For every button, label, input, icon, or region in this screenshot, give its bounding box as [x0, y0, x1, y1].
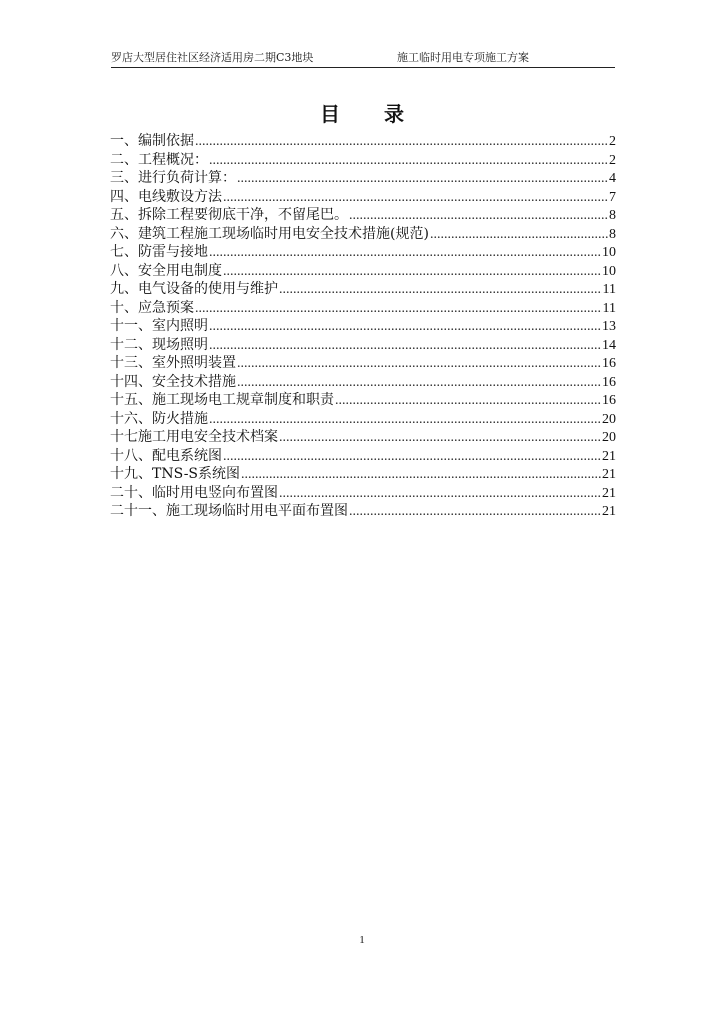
toc-dot-leader [335, 392, 601, 411]
toc-entry[interactable] [110, 243, 616, 262]
toc-entry-page: 4 [609, 171, 616, 186]
toc-entry-label: 十六、防火措施 [110, 410, 208, 427]
toc-entry-label: 三、进行负荷计算： [110, 170, 236, 186]
toc-entry-label: 十四、安全技术措施 [110, 373, 236, 390]
toc-entry-page: 10 [602, 245, 616, 260]
toc-dot-leader [237, 355, 601, 374]
toc-entry[interactable] [110, 428, 616, 447]
toc-entry-page: 16 [602, 374, 616, 390]
toc-dot-leader [223, 448, 601, 467]
toc-entry-label: 五、拆除工程要彻底干净，不留尾巴。 [110, 207, 348, 223]
toc-entry-page: 14 [602, 337, 616, 353]
toc-entry[interactable] [110, 447, 616, 466]
toc-entry-page: 11 [602, 300, 616, 316]
toc-entry[interactable] [110, 336, 616, 355]
page-header [111, 48, 615, 68]
toc-dot-leader [209, 244, 601, 263]
toc-entry-label: 十八、配电系统图 [110, 447, 222, 464]
toc-entry[interactable] [110, 391, 616, 410]
toc-dot-leader [237, 374, 601, 393]
toc-entry[interactable] [110, 465, 616, 484]
toc-entry[interactable] [110, 262, 616, 281]
toc-entry-page: 2 [609, 134, 616, 149]
toc-entry-page: 20 [602, 430, 616, 445]
toc-entry-label: 二十一、施工现场临时用电平面布置图 [110, 503, 348, 519]
toc-entry-label: 二、工程概况： [110, 151, 208, 168]
header-document-title: 施工临时用电专项施工方案 [397, 51, 529, 64]
toc-entry[interactable] [110, 151, 616, 170]
toc-entry-page: 11 [602, 282, 616, 297]
toc-entry-page: 21 [602, 485, 616, 501]
toc-entry-label: 十五、施工现场电工规章制度和职责 [110, 392, 334, 408]
header-project-name: 罗店大型居住社区经济适用房二期C3地块 [111, 51, 314, 64]
toc-dot-leader [349, 503, 601, 522]
toc-entry-page: 13 [602, 319, 616, 334]
toc-entry[interactable] [110, 354, 616, 373]
toc-dot-leader [430, 226, 608, 245]
toc-entry-page: 16 [602, 393, 616, 408]
toc-entry-page: 8 [609, 226, 616, 242]
toc-dot-leader [279, 429, 601, 448]
toc-dot-leader [209, 152, 608, 171]
toc-entry-page: 21 [602, 448, 616, 464]
toc-entry[interactable] [110, 225, 616, 244]
toc-entry-page: 10 [602, 263, 616, 279]
toc-entry-page: 16 [602, 356, 616, 371]
table-of-contents [110, 132, 616, 521]
toc-entry-label: 十七施工用电安全技术档案 [110, 429, 278, 445]
toc-entry[interactable] [110, 373, 616, 392]
toc-entry[interactable] [110, 280, 616, 299]
toc-dot-leader [209, 318, 601, 337]
toc-entry-page: 20 [602, 411, 616, 427]
toc-entry-page: 2 [609, 152, 616, 168]
toc-dot-leader [195, 300, 602, 319]
toc-entry-page: 21 [602, 504, 616, 519]
toc-entry-page: 7 [609, 189, 616, 205]
toc-dot-leader [237, 170, 608, 189]
toc-dot-leader [195, 133, 608, 152]
toc-dot-leader [209, 337, 601, 356]
toc-dot-leader [223, 263, 601, 282]
toc-entry[interactable] [110, 132, 616, 151]
toc-entry[interactable] [110, 317, 616, 336]
toc-entry-label: 十一、室内照明 [110, 318, 208, 334]
toc-entry-label: 十九、TNS-S系统图 [110, 466, 241, 482]
toc-entry-label: 十三、室外照明装置 [110, 355, 236, 371]
toc-dot-leader [349, 207, 608, 226]
toc-entry-label: 九、电气设备的使用与维护 [110, 281, 278, 297]
toc-entry[interactable] [110, 169, 616, 188]
toc-dot-leader [223, 189, 608, 208]
toc-entry[interactable] [110, 502, 616, 521]
toc-entry-label: 十、应急预案 [110, 299, 194, 316]
toc-dot-leader [209, 411, 601, 430]
toc-entry-page: 8 [609, 208, 616, 223]
toc-entry[interactable] [110, 206, 616, 225]
toc-entry[interactable] [110, 410, 616, 429]
toc-entry-label: 二十、临时用电竖向布置图 [110, 484, 278, 501]
toc-entry-label: 六、建筑工程施工现场临时用电安全技术措施(规范) [110, 225, 429, 242]
toc-dot-leader [241, 466, 601, 485]
toc-entry-page: 21 [602, 467, 616, 482]
toc-entry-label: 四、电线敷设方法 [110, 188, 222, 205]
toc-entry-label: 八、安全用电制度 [110, 262, 222, 279]
toc-entry[interactable] [110, 484, 616, 503]
toc-entry[interactable] [110, 188, 616, 207]
toc-entry-label: 十二、现场照明 [110, 336, 208, 353]
page-number: 1 [359, 934, 365, 946]
toc-entry[interactable] [110, 299, 616, 318]
toc-dot-leader [279, 485, 601, 504]
toc-heading: 目录 [320, 102, 448, 126]
toc-entry-label: 一、编制依据 [110, 133, 194, 149]
toc-dot-leader [279, 281, 602, 300]
toc-entry-label: 七、防雷与接地 [110, 244, 208, 260]
